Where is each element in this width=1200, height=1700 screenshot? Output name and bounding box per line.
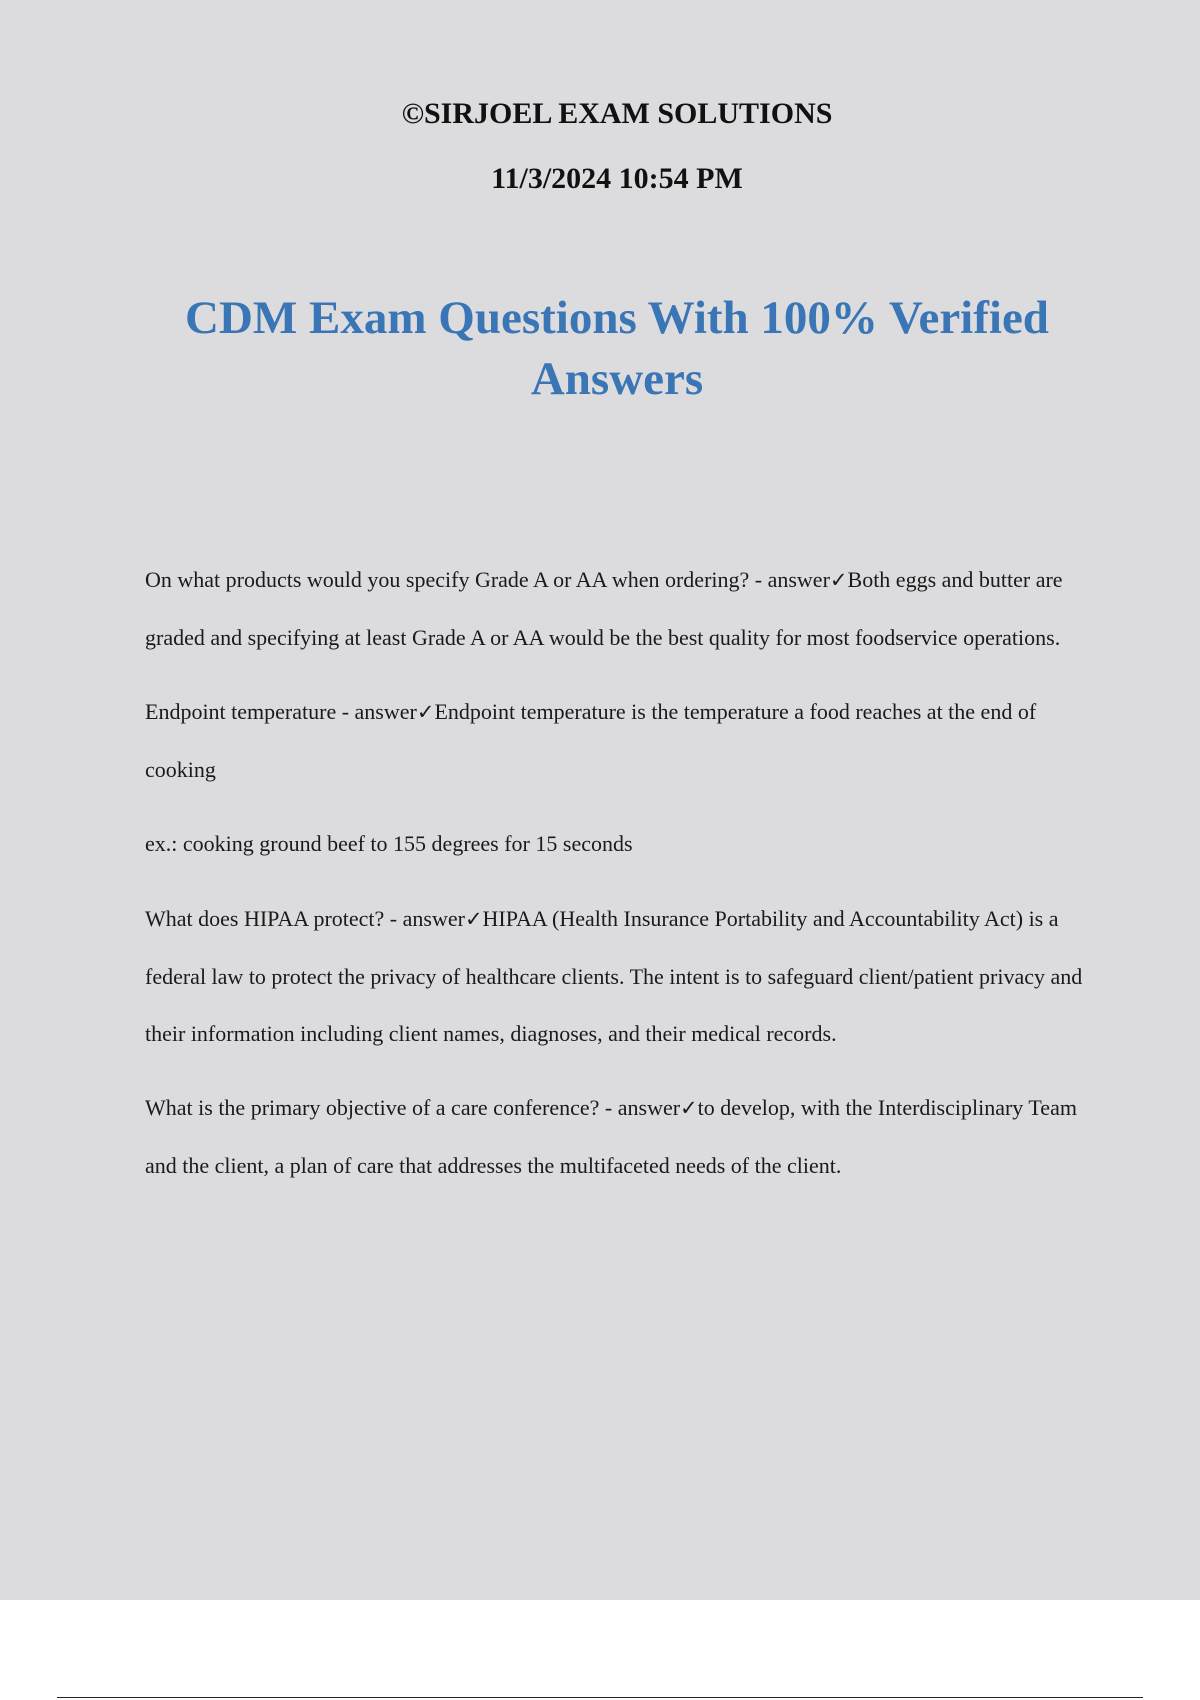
check-icon: ✓ — [829, 568, 848, 592]
answer-text: Endpoint temperature is the temperature a food reaches at the end of cooking — [145, 699, 1037, 782]
qa-item — [145, 551, 1085, 666]
question-text: Endpoint temperature - answer — [145, 699, 417, 724]
qa-item — [145, 890, 1085, 1062]
question-text: What is the primary objective of a care conference? - answer — [145, 1095, 681, 1120]
answer-text: HIPAA (Health Insurance Portability and Accountability Act) is a federal law to protect the privacy of healthcare clients. The intent is to safeguard client/patient privacy and their information including client names, diagnoses, and their medical records. — [145, 906, 1083, 1046]
answer-text: to develop, with the Interdisciplinary Team and the client, a plan of care that addresses the multifaceted needs of the client. — [145, 1095, 1077, 1178]
qa-item — [145, 683, 1085, 798]
company-header: ©SIRJOEL EXAM SOLUTIONS — [401, 97, 833, 130]
check-icon: ✓ — [416, 700, 435, 724]
question-text: On what products would you specify Grade A or AA when ordering? - answer — [145, 567, 830, 592]
check-icon: ✓ — [464, 907, 483, 931]
document-body — [145, 551, 1085, 1211]
answer-text: ex.: cooking ground beef to 155 degrees for 15 seconds — [145, 831, 633, 856]
check-icon: ✓ — [680, 1096, 698, 1120]
footer-divider — [57, 1697, 1143, 1698]
qa-item — [145, 815, 1085, 873]
question-text: What does HIPAA protect? - answer — [145, 906, 465, 931]
qa-item — [145, 1079, 1085, 1194]
date-header: 11/3/2024 10:54 PM — [491, 162, 743, 195]
document-title: CDM Exam Questions With 100% Verified Answers — [185, 292, 1049, 405]
answer-text: Both eggs and butter are graded and specifying at least Grade A or AA would be the best quality for most foodservice operations. — [145, 567, 1063, 650]
